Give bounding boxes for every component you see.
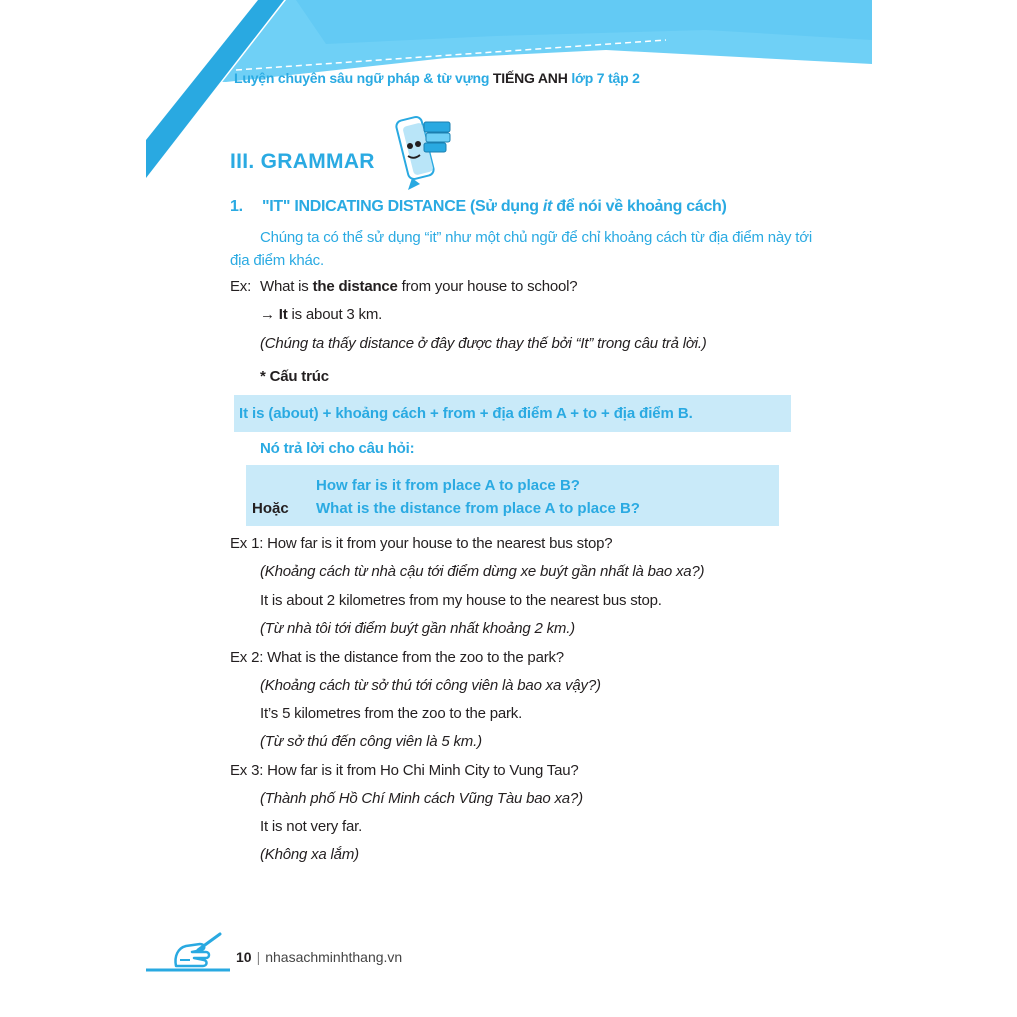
example-3-question: Ex 3: How far is it from Ho Chi Minh City to Vung Tau? (230, 762, 579, 779)
example-note: (Chúng ta thấy distance ở đây được thay thế bởi “It” trong câu trả lời.) (260, 335, 707, 352)
writing-hand-icon (146, 930, 230, 976)
example-3-question-translation: (Thành phố Hồ Chí Minh cách Vũng Tàu bao xa?) (260, 790, 583, 807)
or-label: Hoặc (252, 500, 289, 517)
example-2-question: Ex 2: What is the distance from the zoo to the park? (230, 649, 564, 666)
question-form-2: What is the distance from place A to place B? (316, 500, 640, 517)
example-1-answer: It is about 2 kilometres from my house to the nearest bus stop. (260, 592, 662, 609)
example-2-answer-translation: (Từ sở thú đến công viên là 5 km.) (260, 733, 482, 750)
structure-label: * Cấu trúc (260, 368, 329, 385)
book-mascot-icon (378, 112, 458, 194)
page-number: 10 (236, 949, 252, 965)
intro-paragraph: Chúng ta có thể sử dụng “it” như một chủ ngữ để chỉ khoảng cách từ địa điểm này tới địa điểm khác. (230, 229, 813, 269)
example-label: Ex: (230, 278, 252, 295)
example-question: What is the distance from your house to school? (260, 278, 578, 295)
structure-formula: It is (about) + khoảng cách + from + địa điểm A + to + địa điểm B. (239, 405, 693, 422)
question-form-1: How far is it from place A to place B? (316, 477, 580, 494)
book-page (146, 0, 872, 1017)
website-link[interactable]: nhasachminhthang.vn (265, 949, 403, 965)
example-1-answer-translation: (Từ nhà tôi tới điểm buýt gần nhất khoảng 2 km.) (260, 620, 575, 637)
example-3-answer-translation: (Không xa lắm) (260, 846, 359, 863)
example-2-question-translation: (Khoảng cách từ sở thú tới công viên là bao xa vậy?) (260, 677, 601, 694)
page-footer: 10 | nhasachminhthang.vn (236, 949, 403, 965)
section-title: III. GRAMMAR (230, 150, 375, 173)
subsection-title: 1. "IT" INDICATING DISTANCE (Sử dụng it để nói về khoảng cách) (230, 198, 727, 215)
example-1-question: Ex 1: How far is it from your house to the nearest bus stop? (230, 535, 613, 552)
example-answer: → It is about 3 km. (260, 306, 383, 323)
example-1-question-translation: (Khoảng cách từ nhà cậu tới điểm dừng xe buýt gần nhất là bao xa?) (260, 563, 705, 580)
example-2-answer: It’s 5 kilometres from the zoo to the park. (260, 705, 523, 722)
answers-intro: Nó trả lời cho câu hỏi: (260, 440, 415, 457)
example-3-answer: It is not very far. (260, 818, 363, 835)
running-title: Luyện chuyên sâu ngữ pháp & từ vựng TIẾNG ANH lớp 7 tập 2 (234, 70, 640, 86)
